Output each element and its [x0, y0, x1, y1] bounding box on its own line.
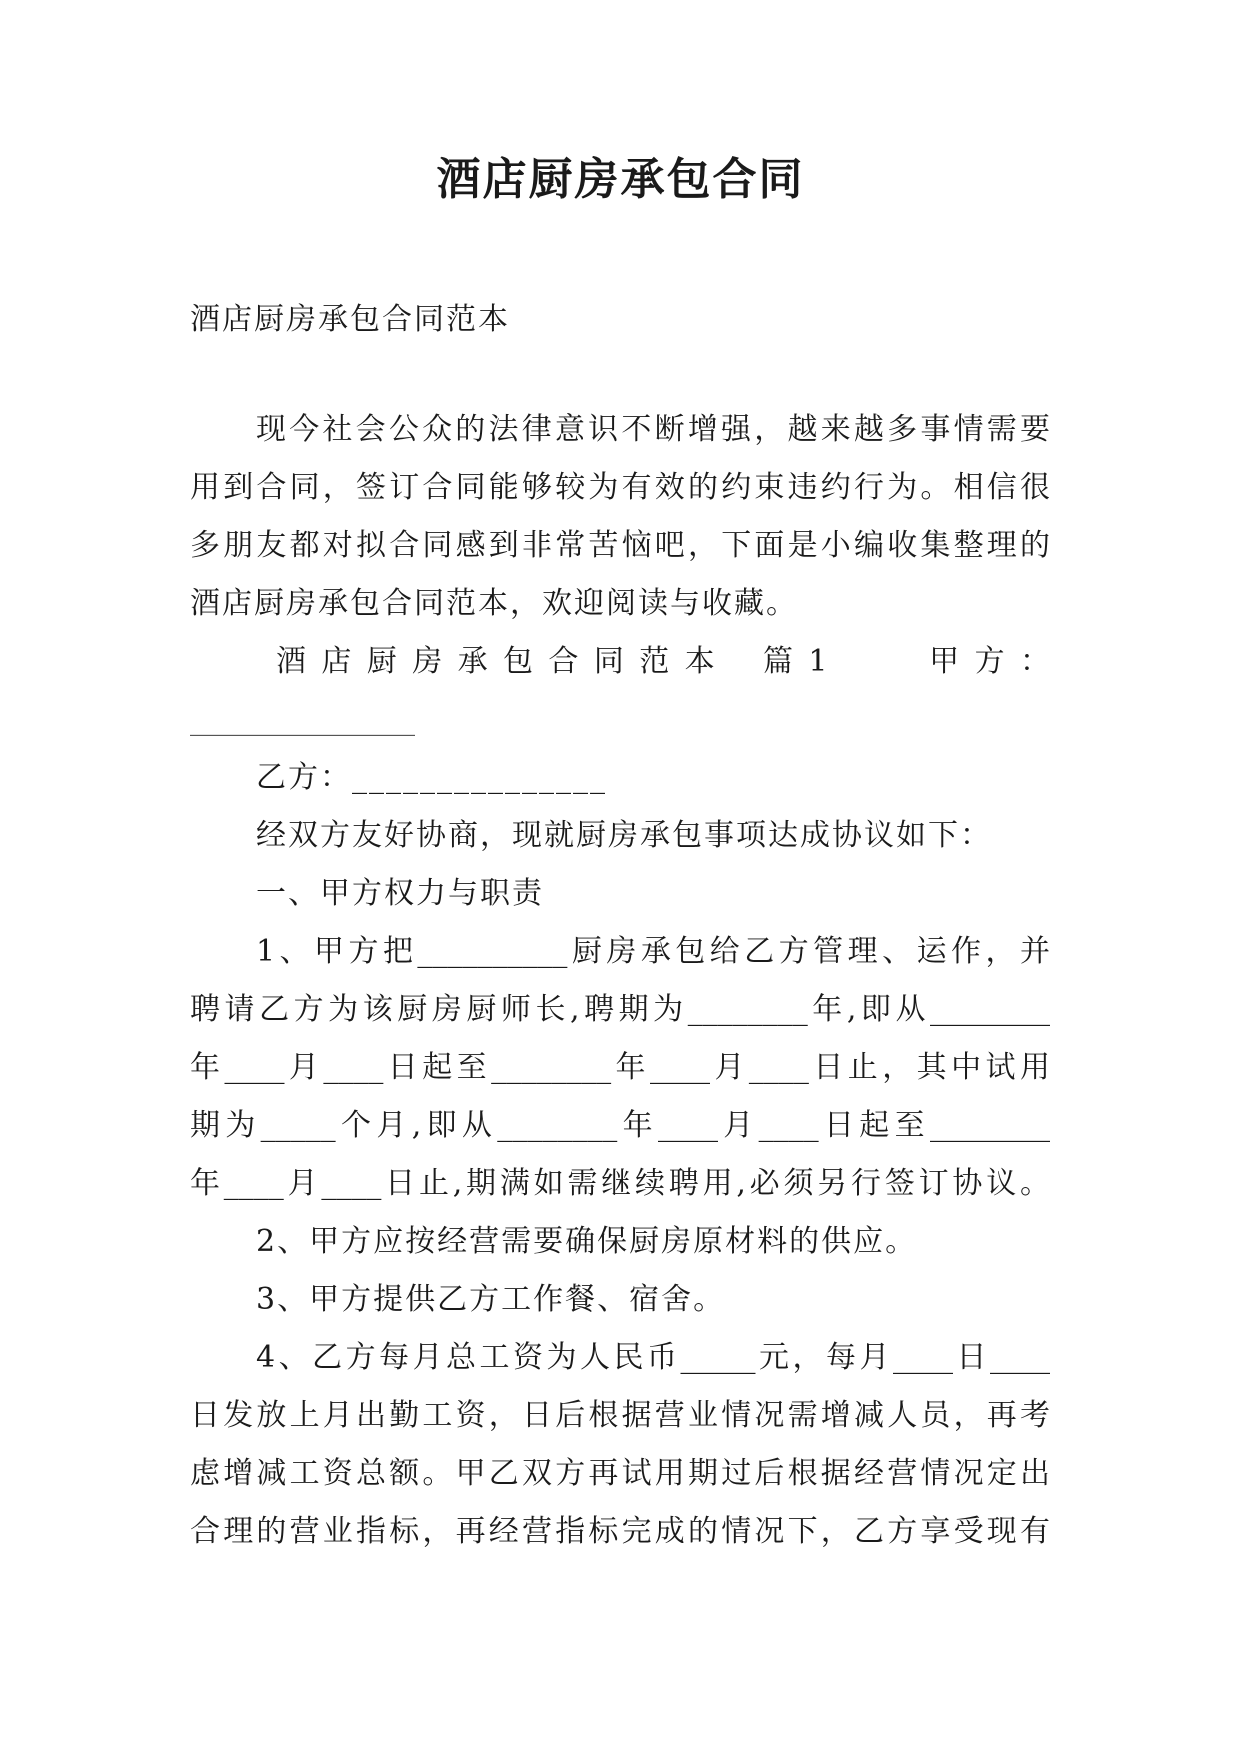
paragraph-line: 现今社会公众的法律意识不断增强，越来越多事情需要 [256, 412, 1050, 447]
clause-line: 3、甲方提供乙方工作餐、宿舍。 [256, 1282, 726, 1317]
document-subtitle: 酒店厨房承包合同范本 [190, 302, 510, 337]
clause-line: 日发放上月出勤工资，日后根据营业情况需增减人员，再考 [190, 1398, 1050, 1433]
clause-line: 1、甲方把__________厨房承包给乙方管理、运作，并 [256, 934, 1050, 969]
document-title: 酒店厨房承包合同 [436, 154, 805, 205]
clause-line: 合理的营业指标，再经营指标完成的情况下，乙方享受现有 [190, 1514, 1050, 1549]
section-heading-line: 酒 店 厨 房 承 包 合 同 范 本 篇 1 甲 方 ： [276, 644, 1050, 679]
clause-line: 4、乙方每月总工资为人民币_____元，每月____日____ [256, 1340, 1050, 1375]
clause-line: 2、甲方应按经营需要确保厨房原材料的供应。 [256, 1224, 918, 1259]
paragraph-line: 酒店厨房承包合同范本，欢迎阅读与收藏。 [190, 586, 798, 621]
clause-line: 年____月____日起至________年____月____日止，其中试用 [190, 1050, 1050, 1085]
paragraph-line: 多朋友都对拟合同感到非常苦恼吧，下面是小编收集整理的 [190, 528, 1050, 563]
clause-line: 虑增减工资总额。甲乙双方再试用期过后根据经营情况定出 [190, 1456, 1050, 1491]
agreement-intro: 经双方友好协商，现就厨房承包事项达成协议如下： [256, 818, 992, 853]
clause-line: 聘请乙方为该厨房厨师长,聘期为________年,即从________ [190, 992, 1050, 1027]
paragraph-line: 用到合同，签订合同能够较为有效的约束违约行为。相信很 [190, 470, 1050, 505]
blank-line: _______________ [190, 702, 415, 737]
clause-line: 期为_____个月,即从________年____月____日起至________ [190, 1108, 1050, 1143]
clause-line: 年____月____日止,期满如需继续聘用,必须另行签订协议。 [190, 1166, 1050, 1201]
section-heading: 一、甲方权力与职责 [256, 876, 544, 911]
party-b-line: 乙方：_______________ [256, 760, 607, 795]
